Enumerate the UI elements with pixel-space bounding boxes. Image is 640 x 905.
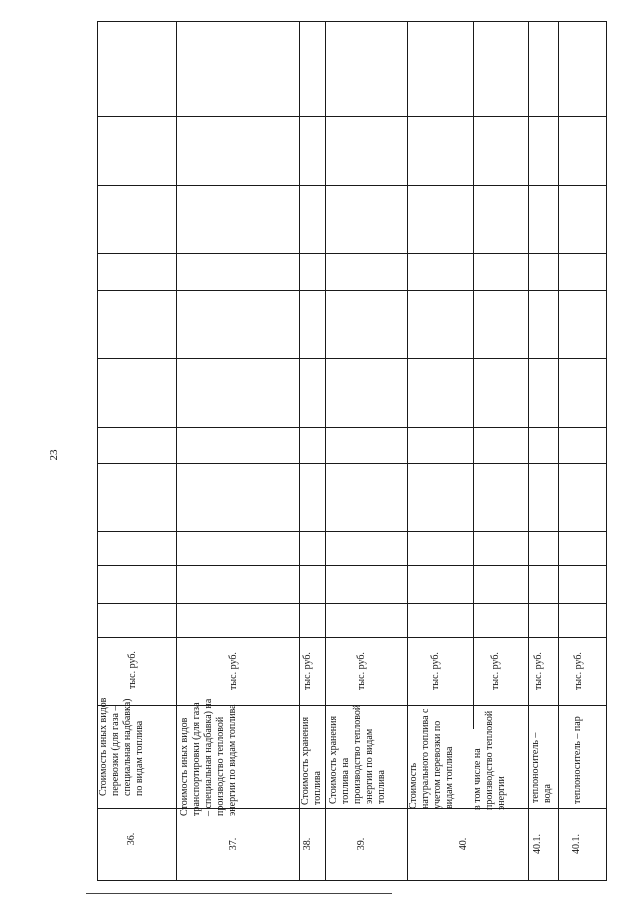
row-name: теплоноситель – пар: [572, 716, 583, 804]
row-unit: тыс. руб.: [127, 651, 138, 689]
row-unit: тыс. руб.: [356, 652, 367, 690]
row-unit: тыс. руб.: [228, 652, 239, 690]
row-number: 40.: [458, 837, 469, 851]
row-number: 38.: [302, 837, 313, 851]
column-separator-value: [97, 427, 606, 428]
row-separator: [325, 21, 326, 881]
row-name: Стоимость натурального топлива с учетом перевозки по видам топлива: [408, 708, 455, 809]
row-separator: [176, 21, 177, 881]
row-number: 40.1.: [532, 834, 543, 854]
row-name: Стоимость хранения топлива: [300, 716, 323, 805]
page-number: 23: [48, 449, 60, 461]
row-number: 37.: [228, 837, 239, 851]
column-separator-value: [97, 603, 606, 604]
column-separator-value: [97, 565, 606, 566]
row-unit: тыс. руб.: [430, 652, 441, 690]
row-name: теплоноситель – вода: [530, 732, 553, 803]
table-border-bottom: [97, 880, 606, 881]
row-separator: [558, 21, 559, 881]
row-name: Стоимость иных видов транспортировки (для газа – специальная надбавка) на производство тепловой энергии по видам топлива: [179, 698, 238, 816]
column-separator-name-num: [97, 808, 606, 809]
row-separator-partial: [473, 21, 474, 729]
row-name: в том числе на производство тепловой энергии: [472, 710, 507, 810]
column-separator-value: [97, 290, 606, 291]
row-number: 40.1.: [571, 834, 582, 854]
column-separator-value: [97, 358, 606, 359]
column-separator-value: [97, 531, 606, 532]
row-unit: тыс. руб.: [573, 652, 584, 690]
table-border-right: [606, 21, 607, 881]
column-separator-value: [97, 116, 606, 117]
column-separator-value: [97, 253, 606, 254]
row-name: Стоимость иных видов перевозки (для газа – специальная надбавка) по видам топлива: [98, 697, 145, 796]
row-name: Стоимость хранения топлива на производство тепловой энергии по видам топлива: [328, 704, 387, 804]
row-unit: тыс. руб.: [490, 652, 501, 690]
row-number: 39.: [356, 837, 367, 851]
column-separator-value: [97, 463, 606, 464]
row-number: 36.: [126, 832, 137, 846]
scan-edge-rule: [86, 893, 392, 894]
row-separator: [528, 21, 529, 881]
row-unit: тыс. руб.: [302, 652, 313, 690]
table-border-top: [97, 21, 606, 22]
column-separator-value: [97, 637, 606, 638]
row-unit: тыс. руб.: [533, 652, 544, 690]
column-separator-value: [97, 185, 606, 186]
